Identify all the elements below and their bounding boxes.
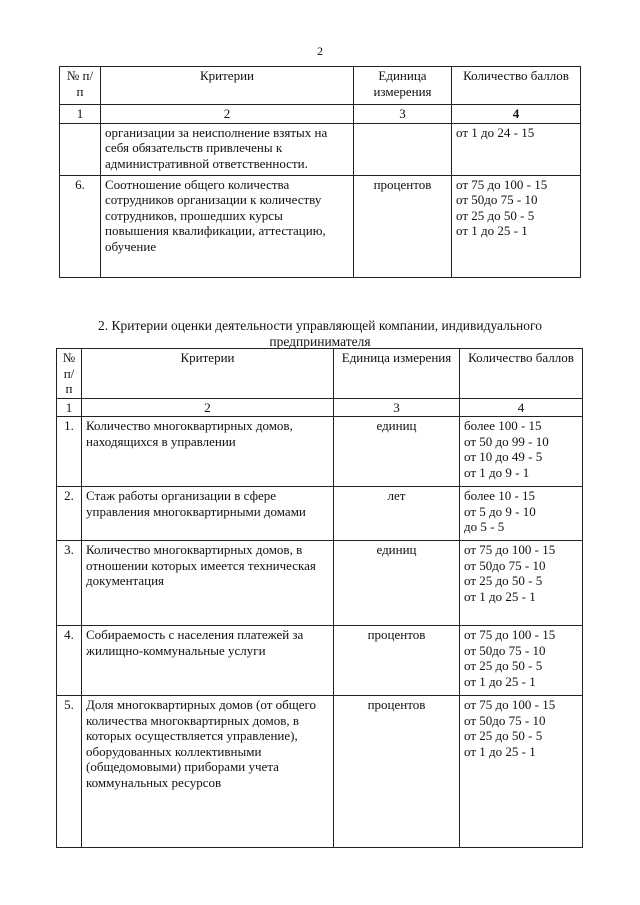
row-unit: процентов: [354, 175, 452, 277]
row-num: 2.: [57, 487, 82, 541]
row-unit: единиц: [334, 417, 460, 487]
row-points: [460, 696, 583, 848]
table-header-row: [60, 67, 581, 105]
col-number: 1: [60, 105, 101, 124]
row-unit: процентов: [334, 626, 460, 696]
points-line: от 25 до 50 - 5: [464, 573, 543, 588]
points-line: от 50до 75 - 10: [464, 712, 546, 728]
points-line: от 10 до 49 - 5: [464, 449, 543, 464]
points-line: от 25 до 50 - 5: [464, 658, 543, 673]
points-line: от 1 до 25 - 1: [464, 588, 536, 604]
row-points: [460, 626, 583, 696]
points-line: от 50 до 99 - 10: [464, 433, 549, 449]
row-points: [460, 417, 583, 487]
points-line: от 75 до 100 - 15: [456, 176, 548, 192]
col-number: 2: [82, 398, 334, 417]
column-number-row: [60, 105, 581, 124]
header-num: № п/п: [57, 349, 82, 399]
row-criteria: Доля многоквартирных домов (от общего количества многоквартирных домов, в которых осуществляется управление), оборудованных коллективными (общедомовыми) приборами учета коммунальных ресурсов: [82, 696, 334, 848]
points-line: от 1 до 25 - 1: [464, 743, 536, 759]
points-line: от 75 до 100 - 15: [464, 542, 556, 557]
row-num: 5.: [57, 696, 82, 848]
row-criteria: Количество многоквартирных домов, находящихся в управлении: [82, 417, 334, 487]
row-criteria: Соотношение общего количества сотрудников организации к количеству сотрудников, прошедших курсы повышения квалификации, аттестацию, обучение: [101, 175, 354, 277]
points-line: более 10 - 15: [464, 488, 536, 503]
table-row: [57, 696, 583, 848]
points-line: от 50до 75 - 10: [464, 642, 546, 658]
col-number: 4: [452, 105, 581, 124]
col-number: 3: [334, 398, 460, 417]
header-points: Количество баллов: [460, 349, 583, 399]
table-row: [57, 487, 583, 541]
table-row: [57, 541, 583, 626]
row-num: 1.: [57, 417, 82, 487]
criteria-table-continued: [59, 66, 581, 278]
section-title: 2. Критерии оценки деятельности управляющей компании, индивидуального предпринимателя: [98, 318, 542, 349]
table-row: [57, 626, 583, 696]
row-num: [60, 123, 101, 175]
col-number: 4: [460, 398, 583, 417]
col-number: 1: [57, 398, 82, 417]
header-num: № п/п: [60, 67, 101, 105]
row-unit: [354, 123, 452, 175]
points-line: от 1 до 25 - 1: [464, 673, 536, 689]
points-line: от 25 до 50 - 5: [464, 728, 543, 743]
table-row: [60, 175, 581, 277]
row-points: [452, 123, 581, 175]
points-line: от 1 до 9 - 1: [464, 464, 530, 480]
row-num: 6.: [60, 175, 101, 277]
criteria-table: [56, 348, 583, 848]
row-num: 3.: [57, 541, 82, 626]
points-line: от 25 до 50 - 5: [456, 207, 535, 223]
points-line: от 75 до 100 - 15: [464, 697, 556, 712]
row-unit: лет: [334, 487, 460, 541]
row-unit: процентов: [334, 696, 460, 848]
table-row: [57, 417, 583, 487]
points-line: от 5 до 9 - 10: [464, 503, 536, 519]
row-points: [460, 487, 583, 541]
points-line: от 1 до 25 - 1: [456, 223, 528, 238]
row-unit: единиц: [334, 541, 460, 626]
row-criteria: организации за неисполнение взятых на себя обязательств привлечены к административной ответственности.: [101, 123, 354, 175]
points-line: от 50до 75 - 10: [456, 192, 538, 207]
header-unit: Единица измерения: [334, 349, 460, 399]
row-criteria: Собираемость с населения платежей за жилищно-коммунальные услуги: [82, 626, 334, 696]
row-points: [452, 175, 581, 277]
col-number: 3: [354, 105, 452, 124]
row-points: [460, 541, 583, 626]
row-criteria: Количество многоквартирных домов, в отношении которых имеется техническая документация: [82, 541, 334, 626]
header-points: Количество баллов: [452, 67, 581, 105]
header-criteria: Критерии: [82, 349, 334, 399]
table-row: [60, 123, 581, 175]
table-header-row: [57, 349, 583, 399]
row-criteria: Стаж работы организации в сфере управления многоквартирными домами: [82, 487, 334, 541]
points-line: от 75 до 100 - 15: [464, 627, 556, 642]
row-num: 4.: [57, 626, 82, 696]
header-unit: Единица измерения: [354, 67, 452, 105]
column-number-row: [57, 398, 583, 417]
col-number: 2: [101, 105, 354, 124]
points-line: от 1 до 24 - 15: [456, 124, 535, 140]
points-line: от 50до 75 - 10: [464, 557, 546, 573]
points-line: более 100 - 15: [464, 418, 542, 433]
page-number: 2: [317, 44, 323, 58]
points-line: до 5 - 5: [464, 519, 505, 534]
header-criteria: Критерии: [101, 67, 354, 105]
